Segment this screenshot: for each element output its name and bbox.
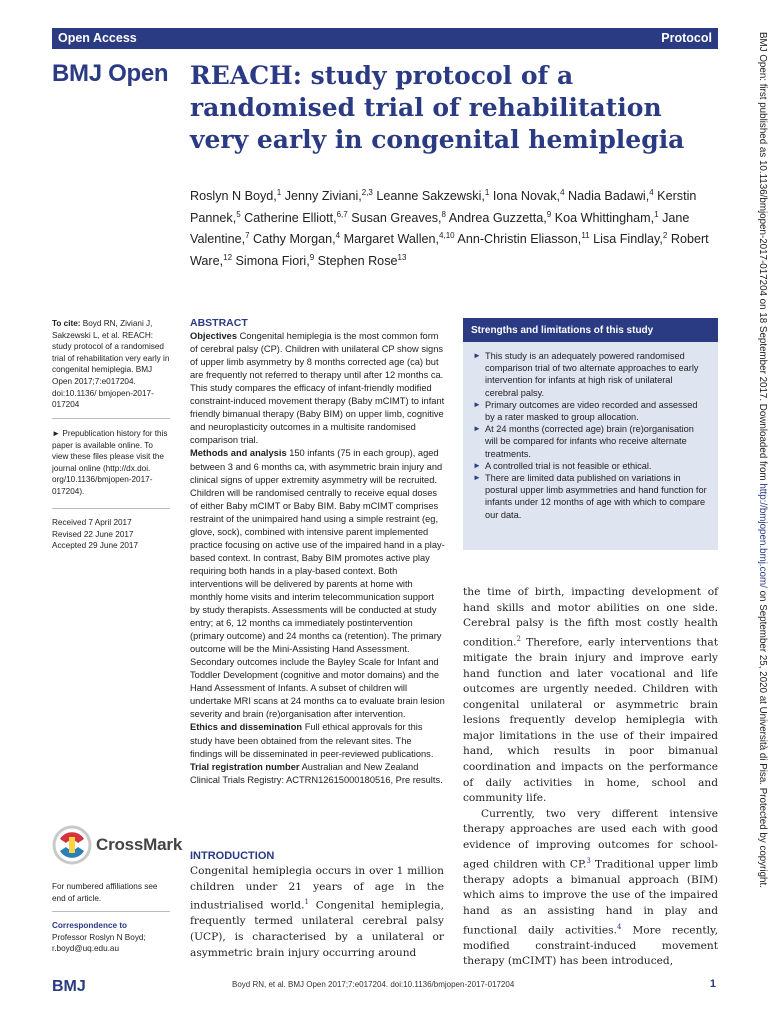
- reference-link[interactable]: 4: [616, 922, 622, 931]
- bullet-arrow-icon: ►: [473, 399, 481, 409]
- list-item-text: This study is an adequately powered randomised comparison trial of two alternate approaches to early intervention for infants at high risk of unilateral cerebral palsy.: [485, 351, 699, 398]
- author-name: Jenny Ziviani,: [281, 189, 362, 204]
- bullet-arrow-icon: ►: [473, 424, 481, 434]
- author-name: Catherine Elliott,: [240, 210, 337, 225]
- crossmark-badge[interactable]: [52, 825, 183, 865]
- paragraph: [463, 585, 718, 807]
- correspondence-label: Correspondence to: [52, 921, 128, 930]
- author-affiliation: 5: [236, 209, 241, 219]
- introduction-text: [190, 864, 444, 961]
- page-number: 1: [709, 978, 716, 990]
- body-sentence: More recently, modified constraint-induced movement therapy (mCIMT) has been introduced,: [463, 924, 718, 968]
- abstract-objectives: [190, 330, 445, 447]
- sidebar-text-b: on September 25, 2020 at Università di Pisa. Protected by copyright.: [757, 587, 768, 888]
- received-date: Received 7 April 2017: [52, 518, 132, 527]
- author-name: Jane Valentine,: [190, 210, 690, 247]
- page-footer: [52, 975, 718, 999]
- list-item: [473, 399, 708, 423]
- author-affiliation: 13: [397, 253, 407, 263]
- article-title: REACH: study protocol of a randomised trial of rehabilitation very early in congenital hemiplegia: [190, 61, 685, 154]
- ethics-text: Full ethical approvals for this study have been obtained from the relevant sites. The findings will be disseminated in peer-reviewed publications.: [190, 722, 434, 759]
- author-affiliation: 1: [484, 188, 490, 197]
- author-affiliation: 4,10: [439, 231, 455, 241]
- list-item-text: At 24 months (corrected age) brain (re)organisation will be compared for infants who receive alternate treatments.: [485, 424, 694, 459]
- methods-label: Methods and analysis: [190, 448, 287, 459]
- author-affiliation: 7: [245, 231, 250, 241]
- author-name: Robert Ware,: [190, 232, 709, 269]
- author-affiliation: 8: [441, 209, 446, 219]
- author-name: Andrea Guzzetta,: [445, 210, 547, 225]
- accepted-date: Accepted 29 June 2017: [52, 541, 139, 551]
- author-name: Iona Novak,: [489, 189, 561, 204]
- divider: [52, 418, 170, 419]
- footer-logo: BMJ: [52, 978, 86, 995]
- crossmark-label: CrossMark: [96, 835, 183, 854]
- cite-label: To cite:: [52, 319, 81, 328]
- cite-text: Boyd RN, Ziviani J, Sakzewski L, et al. REACH: study protocol of a randomised trial of rehabilitation very early in congenital hemiplegia. BMJ Open 2017;7:e017204. doi:10.1136/ bmjopen-2017-017204: [52, 319, 170, 410]
- crossmark-icon: [52, 825, 92, 865]
- author-affiliation: 1: [276, 188, 282, 197]
- trial-label: Trial registration number: [190, 761, 300, 772]
- author-affiliation: 4: [335, 231, 341, 241]
- author-name: Kerstin Pannek,: [190, 189, 697, 225]
- objectives-text: Congenital hemiplegia is the most common form of cerebral palsy (CP). Children with unilateral CP show signs of upper limb asymmetry by 8 months corrected age (ca) but are frequently not referred to therapy until after 12 months ca. This study compares the efficacy of infant-friendly modified constraint-induced movement therapy (Baby mCIMT) to infant friendly bimanual therapy (Baby BIM) on upper limb, cognitive and neuroplasticity outcomes in a multisite randomised comparison trial.: [190, 331, 445, 446]
- list-item: [473, 460, 708, 472]
- author-affiliation: 2,3: [361, 188, 373, 197]
- header-bar: [52, 28, 718, 49]
- intro-sentence: Congenital hemiplegia occurs in over 1 million children under 21 years of age in the industrialised world.: [190, 865, 444, 912]
- abstract-trial: [190, 761, 445, 787]
- bullet-arrow-icon: ►: [473, 460, 481, 470]
- abstract-methods: [190, 447, 445, 721]
- body-sentence: Traditional upper limb therapy adopts a bimanual approach (BIM) which aims to improve the use of the impaired hand as an assisting hand in play and functional daily activities.: [463, 858, 718, 937]
- author-name: Margaret Wallen,: [340, 232, 440, 247]
- bullet-arrow-icon: ►: [473, 351, 481, 360]
- body-text-right: [463, 585, 718, 970]
- strengths-list: [463, 342, 718, 521]
- dates-block: [52, 517, 170, 552]
- list-item: [473, 423, 708, 460]
- divider: [52, 508, 170, 509]
- prepub-note[interactable]: ► Prepublication history for this paper is available online. To view these files please visit the journal online (http://dx.doi. org/10.1136/bmjopen-2017- 017204).: [52, 429, 168, 496]
- open-access-label: Open Access: [58, 31, 137, 45]
- list-item: [473, 350, 708, 399]
- abstract-ethics: [190, 721, 445, 760]
- citation-block: [52, 318, 170, 411]
- bullet-arrow-icon: ►: [473, 473, 481, 483]
- list-item-text: There are limited data published on variations in postural upper limb asymmetries and hand function for infants under 12 months of age with which to compare our data.: [485, 473, 707, 520]
- author-list: [190, 184, 725, 271]
- author-name: Simona Fiori,: [232, 254, 310, 269]
- trial-text: Australian and New Zealand Clinical Trials Registry: ACTRN12615000180516, Pre results.: [190, 761, 443, 785]
- sidebar-text-a: BMJ Open: first published as 10.1136/bmjopen-2017-017204 on 18 September 2017. Downloaded from: [757, 32, 768, 484]
- divider: [52, 911, 170, 912]
- author-name: Cathy Morgan,: [249, 232, 336, 247]
- author-name: Ann-Christin Eliasson,: [454, 232, 582, 247]
- sidebar-link[interactable]: http://bmjopen.bmj.com/: [757, 483, 768, 588]
- author-affiliation: 6,7: [336, 209, 348, 219]
- body-sentence: the time of birth, impacting development of hand skills and motor abilities on one side. Cerebral palsy is the fifth most costly health condition.: [463, 586, 718, 649]
- methods-text: 150 infants (75 in each group), aged between 3 and 6 months ca, with asymmetric brain injury and clinical signs of upper extremity asymmetry will be recruited. Children will be randomised centrally to receive equal doses of either Baby mCIMT or Baby BIM. Baby mCIMT comprises restraint of the unimpaired hand using a simple restraint (eg, glove, sock), combined with intensive parent implemented practice focusing on active use of the impaired hand in a play-based context. In contrast, Baby BIM promotes active play requiring both hands in a play-based context. Both interventions will be delivered by parents at home with monthly home visits and interim telecommunication support by study therapists. Assessments will be conducted at study entry; at 6, 12 months ca immediately postintervention (primary outcome) and 24 months ca (retention). The primary outcome will be the Mini-Assisting Hand Assessment. Secondary outcomes include the Bayley Scale for Infant and Toddler Development (cognitive and motor domains) and the Hand Assessment of Infants. A subset of children will undertake MRI scans at 24 months ca to evaluate brain lesion severity and brain (re)organisation after intervention.: [190, 448, 445, 720]
- reference-link[interactable]: 1: [304, 898, 309, 907]
- author-name: Stephen Rose: [314, 254, 398, 269]
- abstract: [190, 317, 445, 787]
- body-sentence: Currently, two very different intensive therapy approaches are used each with good evidence of improving outcomes for school-aged children with CP.: [463, 807, 718, 871]
- correspondence-email[interactable]: r.boyd@uq.edu.au: [52, 944, 120, 954]
- article-type-label: Protocol: [661, 31, 712, 45]
- paragraph: [463, 807, 718, 970]
- author-affiliation: 2: [662, 231, 668, 241]
- author-affiliation: 1: [654, 209, 659, 219]
- abstract-heading: ABSTRACT: [190, 317, 248, 329]
- author-name: Susan Greaves,: [347, 210, 442, 225]
- objectives-label: Objectives: [190, 331, 238, 342]
- reference-link[interactable]: 3: [586, 856, 591, 865]
- list-item-text: A controlled trial is not feasible or ethical.: [485, 460, 652, 471]
- author-affiliation: 4: [649, 188, 654, 197]
- author-name: Roslyn N Boyd,: [190, 189, 277, 204]
- sidebar-text: [756, 32, 768, 1002]
- author-name: Nadia Badawi,: [564, 189, 650, 204]
- strengths-heading: Strengths and limitations of this study: [463, 318, 718, 342]
- intro-sentence: Congenital hemiplegia, frequently termed unilateral cerebral palsy (UCP), is characterised by a unilateral or asymmetric brain injury occurring around: [190, 899, 444, 959]
- introduction-heading: INTRODUCTION: [190, 850, 275, 862]
- ethics-label: Ethics and dissemination: [190, 722, 303, 733]
- author-affiliation: 12: [223, 253, 233, 263]
- journal-logo: BMJ Open: [52, 60, 169, 87]
- revised-date: Revised 22 June 2017: [52, 529, 134, 539]
- author-affiliation: 9: [309, 253, 315, 263]
- correspondence-name: Professor Roslyn N Boyd;: [52, 932, 146, 942]
- download-sidebar: [742, 32, 770, 1002]
- author-name: Lisa Findlay,: [589, 232, 663, 247]
- body-sentence: Therefore, early interventions that mitigate the brain injury and improve early hand function and later vocational and life outcomes are urgently needed. Children with congenital unilateral or asymmetric brain lesions frequently develop hemiplegia with major limitations in the use of their impaired hand, which results in poor bimanual coordination and impacts on the performance of daily activities in home, school and community life.: [463, 636, 718, 805]
- affiliation-note: For numbered affiliations see end of article.: [52, 882, 158, 903]
- author-affiliation: 11: [581, 231, 590, 241]
- list-item-text: Primary outcomes are video recorded and assessed by a rater masked to group allocation.: [485, 399, 698, 423]
- footer-citation: Boyd RN, et al. BMJ Open 2017;7:e017204. doi:10.1136/bmjopen-2017-017204: [232, 980, 515, 989]
- author-name: Koa Whittingham,: [551, 210, 655, 225]
- author-affiliation: 9: [546, 209, 552, 219]
- strengths-box: [463, 318, 718, 550]
- author-name: Leanne Sakzewski,: [372, 189, 485, 204]
- author-affiliation: 4: [560, 188, 565, 197]
- correspondence-block: [52, 920, 170, 955]
- reference-link[interactable]: 2: [516, 634, 521, 643]
- list-item: [473, 472, 708, 521]
